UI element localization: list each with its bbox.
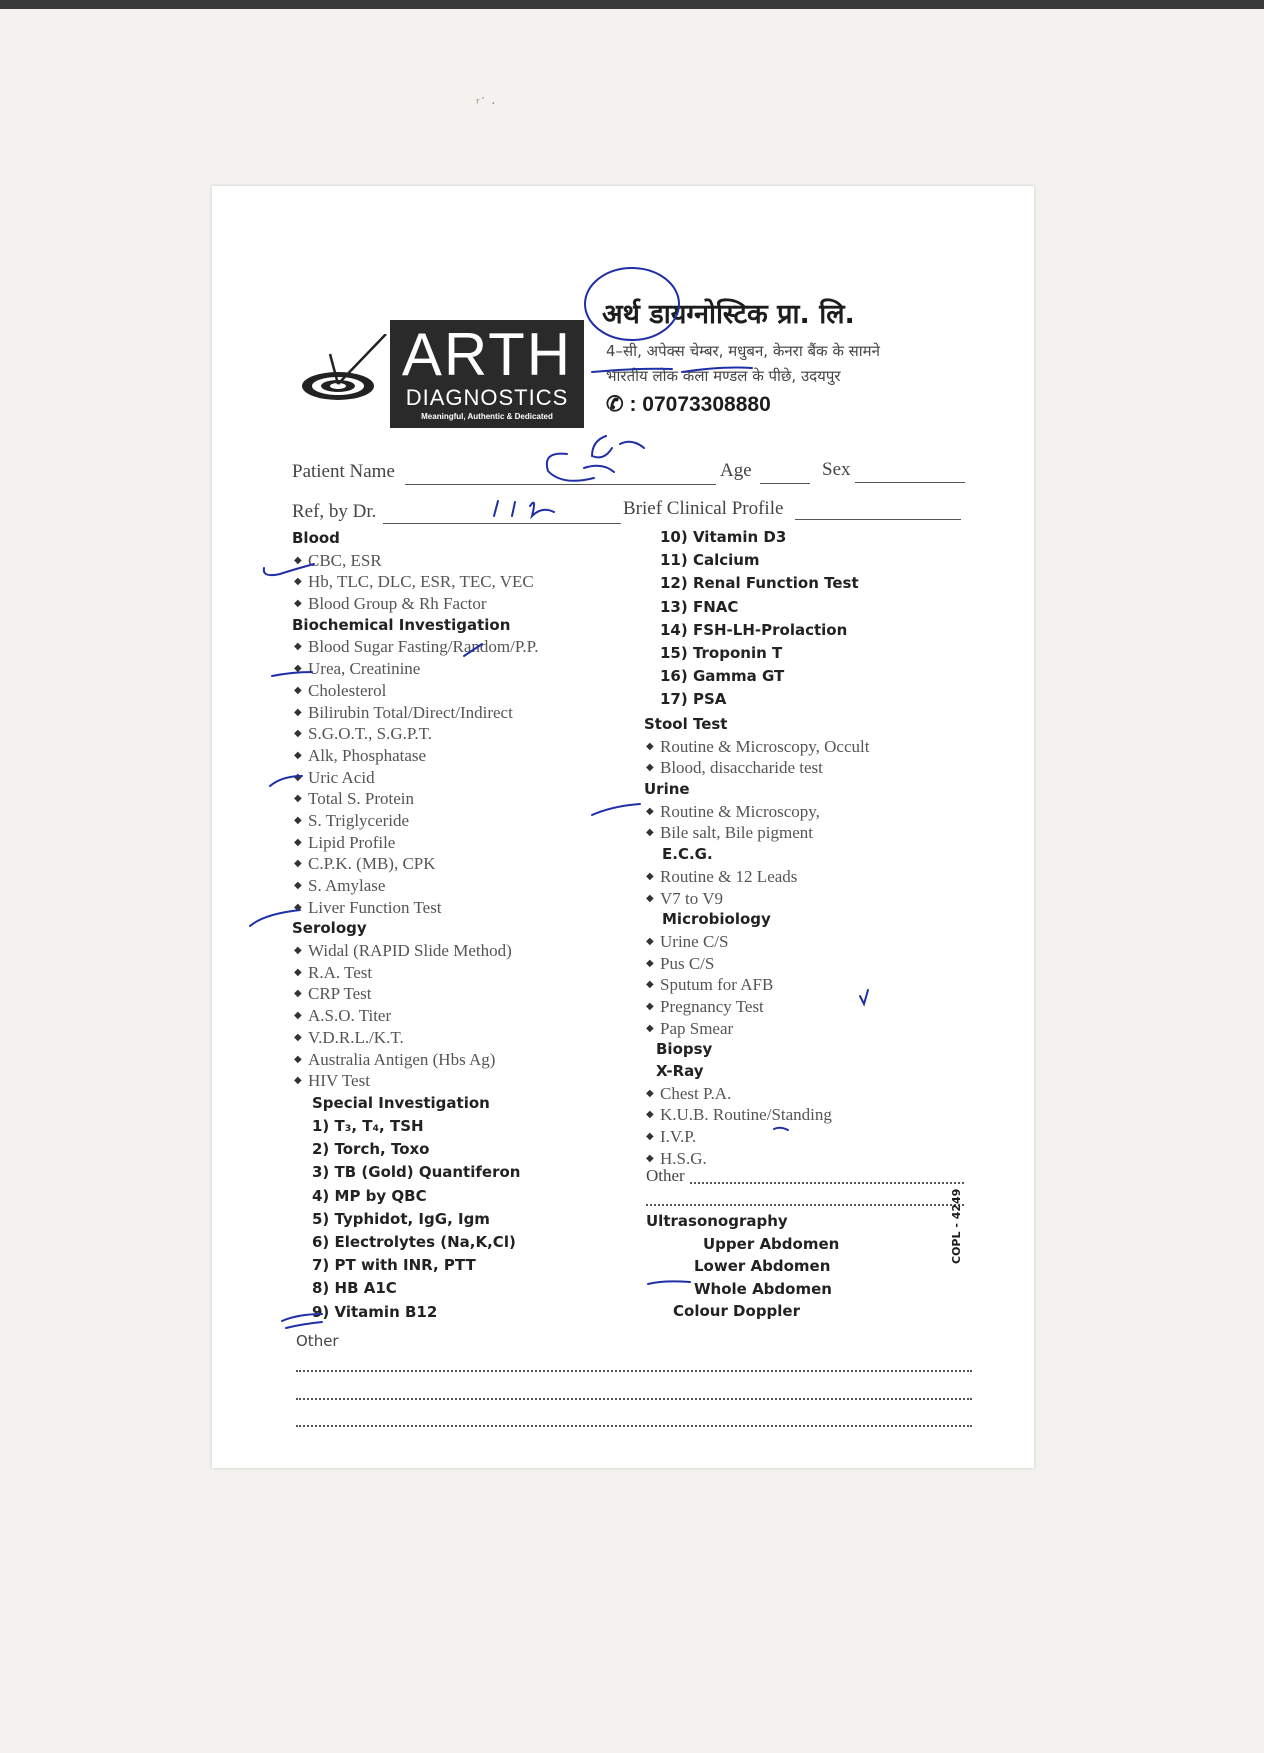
bullet-icon: ◆	[294, 1053, 302, 1065]
test-item: ◆ Hb, TLC, DLC, ESR, TEC, VEC	[294, 572, 534, 592]
other-dotted-line	[296, 1425, 972, 1427]
phone-icon: ✆	[606, 393, 624, 416]
numbered-item: 12) Renal Function Test	[660, 574, 859, 593]
other-right-dotted-line	[646, 1204, 964, 1206]
test-item: ◆ Total S. Protein	[294, 789, 415, 809]
bullet-icon: ◆	[646, 1109, 654, 1121]
other-dotted-line	[296, 1370, 972, 1372]
test-item: ◆ CBC, ESR	[294, 550, 382, 570]
usg-item: Whole Abdomen	[694, 1279, 832, 1298]
bullet-icon: ◆	[294, 966, 302, 978]
ref-doctor-label: Ref, by Dr.	[292, 501, 377, 522]
test-item: ◆ Pregnancy Test	[646, 996, 764, 1016]
logo-tagline: Meaningful, Authentic & Dedicated	[421, 412, 553, 421]
serology-heading: Serology	[292, 919, 367, 938]
numbered-item: 10) Vitamin D3	[660, 528, 787, 546]
test-item: ◆ Blood Group & Rh Factor	[294, 594, 487, 614]
usg-heading: Ultrasonography	[646, 1212, 788, 1230]
copl-code: COPL - 4249	[950, 1188, 963, 1264]
special-item: 9) Vitamin B12	[312, 1302, 438, 1321]
bullet-icon: ◆	[294, 598, 302, 610]
bullet-icon: ◆	[294, 858, 302, 870]
right-test-list	[644, 714, 869, 1169]
numbered-item: 14) FSH-LH-Prolaction	[660, 620, 848, 639]
ink-ref-doctor	[494, 501, 554, 516]
test-item: ◆ Liver Function Test	[294, 897, 442, 917]
test-item: ◆ V.D.R.L./K.T.	[294, 1027, 404, 1047]
microbiology-heading: Microbiology	[662, 910, 771, 929]
company-name-hindi: अर्थ डायग्नोस्टिक प्रा. लि.	[602, 299, 855, 330]
special-investigation-list	[312, 1092, 520, 1324]
test-item: ◆ H.S.G.	[646, 1148, 707, 1168]
special-heading: Special Investigation	[312, 1094, 490, 1112]
test-item: ◆ A.S.O. Titer	[294, 1006, 392, 1026]
test-item: ◆ Lipid Profile	[294, 832, 396, 852]
arth-logo	[390, 320, 584, 428]
bullet-icon: ◆	[294, 836, 302, 848]
bullet-icon: ◆	[646, 762, 654, 774]
bullet-icon: ◆	[294, 814, 302, 826]
test-item: ◆ Blood Sugar Fasting/Random/P.P.	[294, 637, 539, 657]
bullet-icon: ◆	[294, 988, 302, 1000]
test-item: ◆ Uric Acid	[294, 767, 375, 787]
other-right-dotted-line	[690, 1182, 964, 1184]
test-item: ◆ V7 to V9	[646, 888, 723, 908]
test-item: ◆ S. Amylase	[294, 876, 386, 895]
special-item: 4) MP by QBC	[312, 1186, 427, 1205]
ref-doctor-line	[383, 523, 621, 524]
ultrasonography-list	[646, 1210, 839, 1323]
numbered-item: 13) FNAC	[660, 597, 739, 616]
patient-name-label: Patient Name	[292, 461, 395, 482]
bullet-icon: ◆	[294, 1075, 302, 1087]
bullet-icon: ◆	[294, 1031, 302, 1043]
test-item: ◆ Blood, disaccharide test	[646, 758, 823, 778]
xray-heading: X-Ray	[656, 1062, 704, 1080]
special-item: 3) TB (Gold) Quantiferon	[312, 1163, 521, 1182]
phone-value: 07073308880	[642, 393, 771, 416]
test-item: ◆ Urea, Creatinine	[294, 659, 421, 679]
special-item: 7) PT with INR, PTT	[312, 1256, 476, 1275]
test-item: ◆ S. Triglyceride	[294, 810, 410, 830]
special-item: 1) T₃, T₄, TSH	[312, 1117, 424, 1135]
special-item: 8) HB A1C	[312, 1279, 397, 1298]
other-dotted-line	[296, 1398, 972, 1400]
special-item: 5) Typhidot, IgG, Igm	[312, 1209, 490, 1228]
age-label: Age	[720, 460, 752, 481]
bullet-icon: ◆	[294, 793, 302, 805]
test-item: ◆ Urine C/S	[646, 931, 729, 951]
test-item: ◆ R.A. Test	[294, 962, 373, 982]
blood-heading: Blood	[292, 529, 340, 547]
usg-item: Upper Abdomen	[703, 1234, 840, 1253]
test-item: ◆ Alk, Phosphatase	[294, 745, 427, 765]
numbered-item: 17) PSA	[660, 690, 727, 709]
patient-name-line	[405, 484, 716, 485]
test-item: ◆ C.P.K. (MB), CPK	[294, 854, 436, 874]
special-item: 6) Electrolytes (Na,K,Cl)	[312, 1232, 516, 1251]
age-line	[760, 483, 810, 484]
address-line-1: 4–सी, अपेक्स चेम्बर, मधुबन, केनरा बैंक के सामने	[606, 342, 880, 360]
test-item: ◆ Routine & 12 Leads	[646, 866, 798, 886]
bullet-icon: ◆	[646, 892, 654, 904]
bullet-icon: ◆	[646, 740, 654, 752]
bullet-icon: ◆	[294, 663, 302, 675]
test-item: ◆ Pap Smear	[646, 1018, 734, 1038]
scan-speck: ʳ˙ ·	[476, 96, 496, 112]
test-item: ◆ K.U.B. Routine/Standing	[646, 1105, 832, 1125]
bullet-icon: ◆	[294, 728, 302, 740]
numbered-item: 11) Calcium	[660, 551, 760, 570]
address-line-2: भारतीय लोक कला मण्डल के पीछे, उदयपुर	[606, 367, 841, 385]
test-item: ◆ Australia Antigen (Hbs Ag)	[294, 1049, 496, 1069]
bullet-icon: ◆	[294, 554, 302, 566]
test-item: ◆ S.G.O.T., S.G.P.T.	[294, 724, 433, 744]
bullet-icon: ◆	[646, 1152, 654, 1164]
bullet-icon: ◆	[646, 935, 654, 947]
numbered-item: 15) Troponin T	[660, 643, 783, 662]
left-test-list	[292, 528, 538, 1092]
bullet-icon: ◆	[294, 749, 302, 761]
bullet-icon: ◆	[294, 641, 302, 653]
test-item: ◆ Pus C/S	[646, 953, 715, 973]
phone-number: ✆ : 07073308880	[606, 393, 771, 416]
right-numbered-list	[660, 526, 859, 712]
logo-name: ARTH	[401, 321, 573, 388]
clinical-profile-label: Brief Clinical Profile	[623, 498, 784, 519]
urine-heading: Urine	[644, 780, 690, 799]
bullet-icon: ◆	[646, 1087, 654, 1099]
lab-requisition-slip	[212, 186, 1034, 1468]
bullet-icon: ◆	[646, 957, 654, 969]
test-item: ◆ Bile salt, Bile pigment	[646, 823, 813, 843]
stool-heading: Stool Test	[644, 715, 728, 733]
test-item: ◆ Bilirubin Total/Direct/Indirect	[294, 702, 513, 722]
usg-item: Lower Abdomen	[694, 1257, 831, 1275]
test-item: ◆ HIV Test	[294, 1071, 370, 1091]
test-item: ◆ I.V.P.	[646, 1127, 697, 1147]
biopsy-heading: Biopsy	[656, 1040, 713, 1059]
sex-label: Sex	[822, 459, 851, 480]
special-item: 2) Torch, Toxo	[312, 1140, 430, 1159]
ink-tick-urine	[592, 804, 640, 815]
bullet-icon: ◆	[294, 771, 302, 783]
logo-sub: DIAGNOSTICS	[405, 385, 569, 410]
bullet-icon: ◆	[294, 880, 302, 891]
ink-patient-name	[547, 436, 644, 481]
sex-line	[855, 482, 965, 483]
bullet-icon: ◆	[646, 1022, 654, 1034]
bullet-icon: ◆	[294, 706, 302, 718]
scan-top-edge	[0, 0, 1264, 9]
ecg-heading: E.C.G.	[662, 845, 713, 864]
test-item: ◆ Routine & Microscopy,	[646, 801, 820, 821]
bullet-icon: ◆	[294, 684, 302, 696]
bullet-icon: ◆	[646, 827, 654, 839]
bullet-icon: ◆	[294, 1010, 302, 1022]
bullet-icon: ◆	[646, 979, 654, 991]
other-label-right: Other	[646, 1166, 685, 1185]
bullet-icon: ◆	[646, 1131, 654, 1143]
bullet-icon: ◆	[294, 576, 302, 588]
clinical-profile-line	[795, 519, 961, 520]
other-label-left: Other	[296, 1332, 339, 1350]
test-item: ◆ CRP Test	[294, 984, 372, 1004]
target-logo-icon	[300, 334, 390, 404]
numbered-item: 16) Gamma GT	[660, 667, 785, 686]
test-item: ◆ Routine & Microscopy, Occult	[646, 736, 870, 756]
test-item: ◆ Widal (RAPID Slide Method)	[294, 941, 512, 961]
test-item: ◆ Cholesterol	[294, 680, 387, 700]
biochemical-heading: Biochemical Investigation	[292, 615, 511, 634]
test-item: ◆ Chest P.A.	[646, 1083, 732, 1103]
bullet-icon: ◆	[294, 945, 302, 957]
usg-item: Colour Doppler	[673, 1302, 801, 1320]
test-item: ◆ Sputum for AFB	[646, 975, 774, 995]
bullet-icon: ◆	[646, 805, 654, 817]
bullet-icon: ◆	[646, 1000, 654, 1012]
bullet-icon: ◆	[294, 901, 302, 913]
bullet-icon: ◆	[646, 870, 654, 882]
